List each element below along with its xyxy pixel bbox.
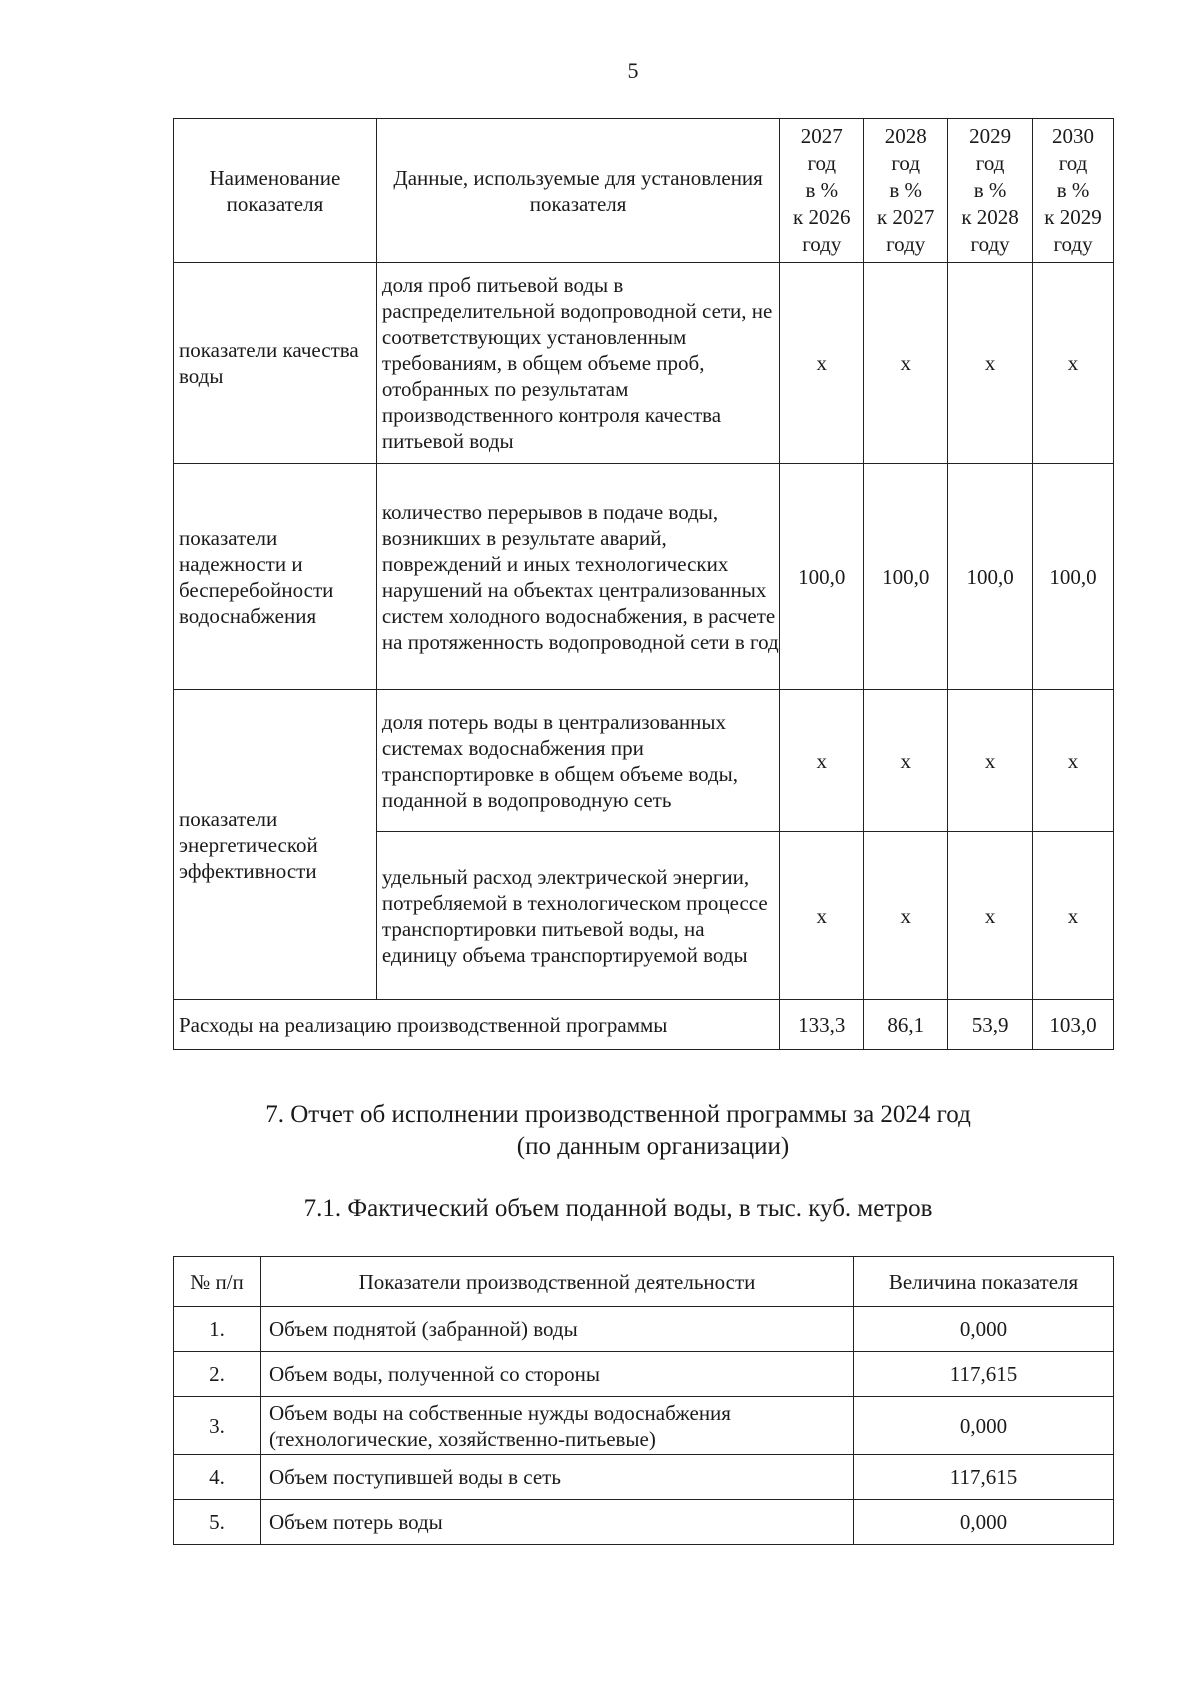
table-row [174,1352,1114,1397]
value-cell: 100,0 [1033,464,1114,690]
row-indicator: Объем воды, полученной со стороны [261,1352,854,1397]
indicator-description: количество перерывов в подаче воды, возникших в результате аварий, повреждений и иных технологических нарушений на объектах централизованных систем холодного водоснабжения, в расчете на протяженность водопроводной сети в год [376,464,779,690]
section-7-1-heading: 7.1. Фактический объем поданной воды, в тыс. куб. метров [303,1195,933,1222]
header-year-2029: 2029 год в % к 2028 году [948,119,1033,263]
indicator-description: доля проб питьевой воды в распределительной водопроводной сети, не соответствующих установленным требованиям, в общем объеме проб, отобранных по результатам производственного контроля качества питьевой воды [376,263,779,464]
header-indicator: Показатели производственной деятельности [261,1257,854,1307]
value-cell: х [780,690,864,832]
row-number: 5. [174,1500,261,1545]
value-cell: 100,0 [780,464,864,690]
indicators-table [173,118,1114,1050]
row-indicator: Объем поднятой (забранной) воды [261,1307,854,1352]
table-row [174,464,1114,690]
total-label: Расходы на реализацию производственной программы [174,1000,780,1050]
value-cell: х [1033,263,1114,464]
total-value: 53,9 [948,1000,1033,1050]
row-number: 3. [174,1397,261,1455]
value-cell: 100,0 [864,464,948,690]
row-number: 2. [174,1352,261,1397]
page-number: 5 [627,58,639,83]
value-cell: х [780,832,864,1000]
value-cell: х [948,832,1033,1000]
table-row [174,690,1114,832]
value-cell: 100,0 [948,464,1033,690]
total-value: 103,0 [1033,1000,1114,1050]
row-number: 1. [174,1307,261,1352]
indicator-description: удельный расход электрической энергии, потребляемой в технологическом процессе транспортировки питьевой воды, на единицу объема транспортируемой воды [376,832,779,1000]
indicator-name: показатели качества воды [174,263,377,464]
indicator-description: доля потерь воды в централизованных системах водоснабжения при транспортировке в общем объеме воды, поданной в водопроводную сеть [376,690,779,832]
value-cell: х [864,690,948,832]
value-cell: х [864,832,948,1000]
table-row [174,1500,1114,1545]
value-cell: х [1033,690,1114,832]
header-year-2027: 2027 год в % к 2026 году [780,119,864,263]
row-value: 0,000 [854,1397,1114,1455]
header-num: № п/п [174,1257,261,1307]
header-year-2030: 2030 год в % к 2029 году [1033,119,1114,263]
table-row [174,1307,1114,1352]
table-row [174,1455,1114,1500]
value-cell: х [1033,832,1114,1000]
total-value: 86,1 [864,1000,948,1050]
indicator-name: показатели энергетической эффективности [174,690,377,1000]
row-indicator: Объем воды на собственные нужды водоснабжения (технологические, хозяйственно-питьевые) [261,1397,854,1455]
indicators-table-header [174,119,1114,263]
row-value: 0,000 [854,1307,1114,1352]
row-number: 4. [174,1455,261,1500]
value-cell: х [948,263,1033,464]
value-cell: х [780,263,864,464]
header-value: Величина показателя [854,1257,1114,1307]
indicator-name: показатели надежности и бесперебойности водоснабжения [174,464,377,690]
water-volume-table [173,1256,1114,1545]
total-value: 133,3 [780,1000,864,1050]
row-value: 117,615 [854,1352,1114,1397]
header-year-2028: 2028 год в % к 2027 году [864,119,948,263]
row-value: 117,615 [854,1455,1114,1500]
row-indicator: Объем поступившей воды в сеть [261,1455,854,1500]
row-value: 0,000 [854,1500,1114,1545]
table-row-total [174,1000,1114,1050]
table-row [174,263,1114,464]
water-volume-table-header [174,1257,1114,1307]
table-row [174,1397,1114,1455]
row-indicator: Объем потерь воды [261,1500,854,1545]
value-cell: х [948,690,1033,832]
header-data-used: Данные, используемые для установления показателя [376,119,779,263]
header-indicator-name: Наименование показателя [174,119,377,263]
section-7-heading: 7. Отчет об исполнении производственной программы за 2024 год (по данным организации) [265,1101,971,1160]
value-cell: х [864,263,948,464]
